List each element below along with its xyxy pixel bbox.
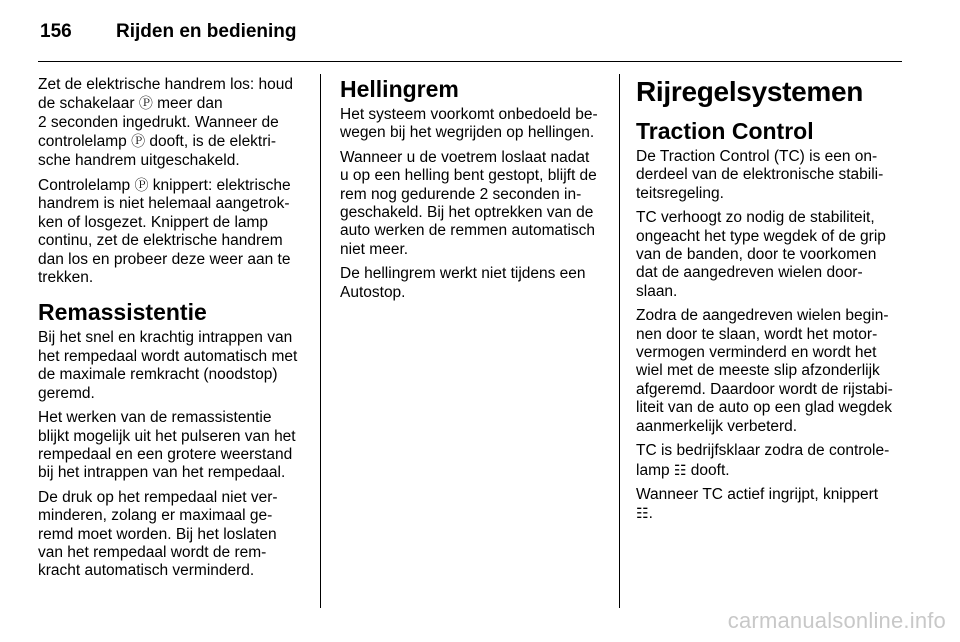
watermark: carmanualsonline.info [727,608,946,633]
paragraph-brake-assist-1: Bij het snel en krachtig intrappen van het rempedaal wordt automatisch met de maximale remkracht (noodstop) geremd. [38,329,298,402]
paragraph-brake-assist-2: Het werken van de remassistentie blijkt mogelijk uit het pulseren van het rempedaal en een grotere weerstand bij het intrappen van het rempedaal. [38,409,296,482]
paragraph-lamp-flashing: Controlelamp Ⓟ knippert: elektrische handrem is niet helemaal aangetrok- ken of losgezet. Knippert de lamp continu, zet de elektrische handrem dan los en probeer deze weer aan te trekken. [38,177,291,287]
page-number: 156 [40,21,72,42]
section-heading-traction-control: Traction Control [636,118,814,144]
column-2 [340,76,604,308]
header-rule [38,61,902,62]
paragraph-hill-hold-2: Wanneer u de voetrem loslaat nadat u op een helling bent gestopt, blijft de rem nog gedurende 2 seconden in- geschakeld. Bij het optrekken van de auto werken de remmen automatisch niet meer. [340,148,597,258]
paragraph-hill-hold-3: De hellingrem werkt niet tijdens een Autostop. [340,265,586,301]
paragraph-release-brake: Zet de elektrische handrem los: houd de schakelaar Ⓟ meer dan 2 seconden ingedrukt. Wanneer de controlelamp Ⓟ dooft, is de elektri- sche handrem uitgeschakeld. [38,76,294,169]
section-heading-hellingrem: Hellingrem [340,76,459,102]
column-divider-2 [619,74,620,608]
paragraph-tc-5: Wanneer TC actief ingrijpt, knippert ☷. [636,485,879,523]
column-1 [38,76,302,587]
paragraph-tc-4: TC is bedrijfsklaar zodra de controle- lamp ☷ dooft. [636,442,890,479]
column-3 [636,76,904,530]
paragraph-tc-2: TC verhoogt zo nodig de stabiliteit, ongeacht het type wegdek of de grip van de banden, door te voorkomen dat de aangedreven wielen door- slaan. [636,209,886,300]
paragraph-tc-3: Zodra de aangedreven wielen begin- nen door te slaan, wordt het motor- vermogen verminderd en wordt het wiel met de meeste slip afzonderlijk afgeremd. Daardoor wordt de rijstabi- liteit van de auto op een glad wegdek aanmerkelijk verbeterd. [636,307,893,435]
traction-control-icon: ☷ [673,461,687,478]
paragraph-brake-assist-3: De druk op het rempedaal niet ver- minderen, zolang er maximaal ge- remd moet worden. Bij het loslaten van het rempedaal wordt de rem- kracht automatisch verminderd. [38,488,278,580]
paragraph-tc-1: De Traction Control (TC) is een on- derdeel van de elektronische stabili- teitsregeling. [636,148,884,202]
parking-brake-icon: Ⓟ [134,177,149,194]
column-divider-1 [320,74,321,608]
section-title-rijregelsystemen: Rijregelsystemen [636,76,864,107]
section-heading-remassistentie: Remassistentie [38,299,207,326]
parking-brake-icon: Ⓟ [138,95,153,112]
page-header-title: Rijden en bediening [116,21,297,42]
parking-brake-icon: Ⓟ [131,133,146,150]
traction-control-icon: ☷ [636,505,649,522]
page-header [40,14,297,50]
paragraph-hill-hold-1: Het systeem voorkomt onbedoeld be- wegen bij het wegrijden op hellingen. [340,106,598,142]
